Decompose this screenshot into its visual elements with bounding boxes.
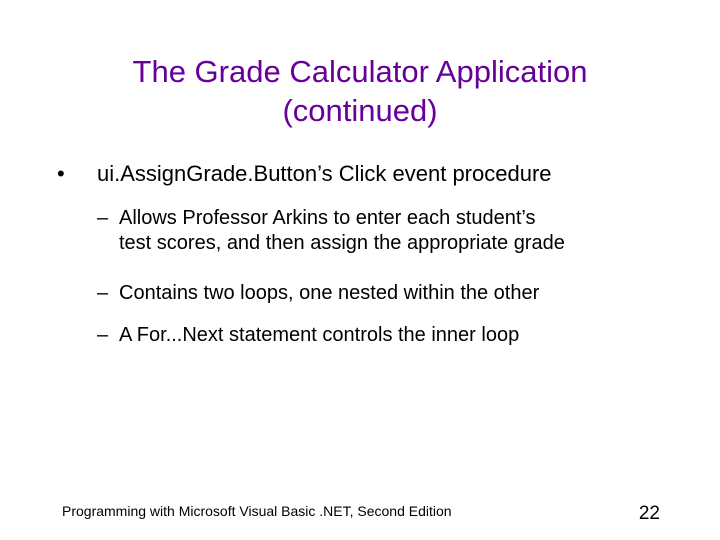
slide-title-line-1: The Grade Calculator Application [132,54,588,89]
slide-title-line-2: (continued) [282,93,438,128]
sub-bullet-text-line-2: test scores, and then assign the appropriate grade [119,232,565,254]
sub-bullet-text [119,206,679,256]
sub-bullet-marker: – [97,207,109,229]
page-number: 22 [638,503,660,524]
sub-bullet-text-line-1: A For...Next statement controls the inner loop [119,324,520,346]
slide-title [60,52,660,130]
sub-bullet-text-line-1: Allows Professor Arkins to enter each student’s [119,207,536,229]
sub-bullet-marker: – [97,282,109,304]
footer-text: Programming with Microsoft Visual Basic .NET, Second Edition [62,503,452,519]
bullet-text: ui.AssignGrade.Button’s Click event procedure [97,161,552,186]
sub-bullet-text [119,323,679,348]
sub-bullet-marker: – [97,324,109,346]
sub-bullet-text-line-1: Contains two loops, one nested within the other [119,282,540,304]
sub-bullet-text [119,281,679,306]
bullet-marker: • [57,161,65,186]
